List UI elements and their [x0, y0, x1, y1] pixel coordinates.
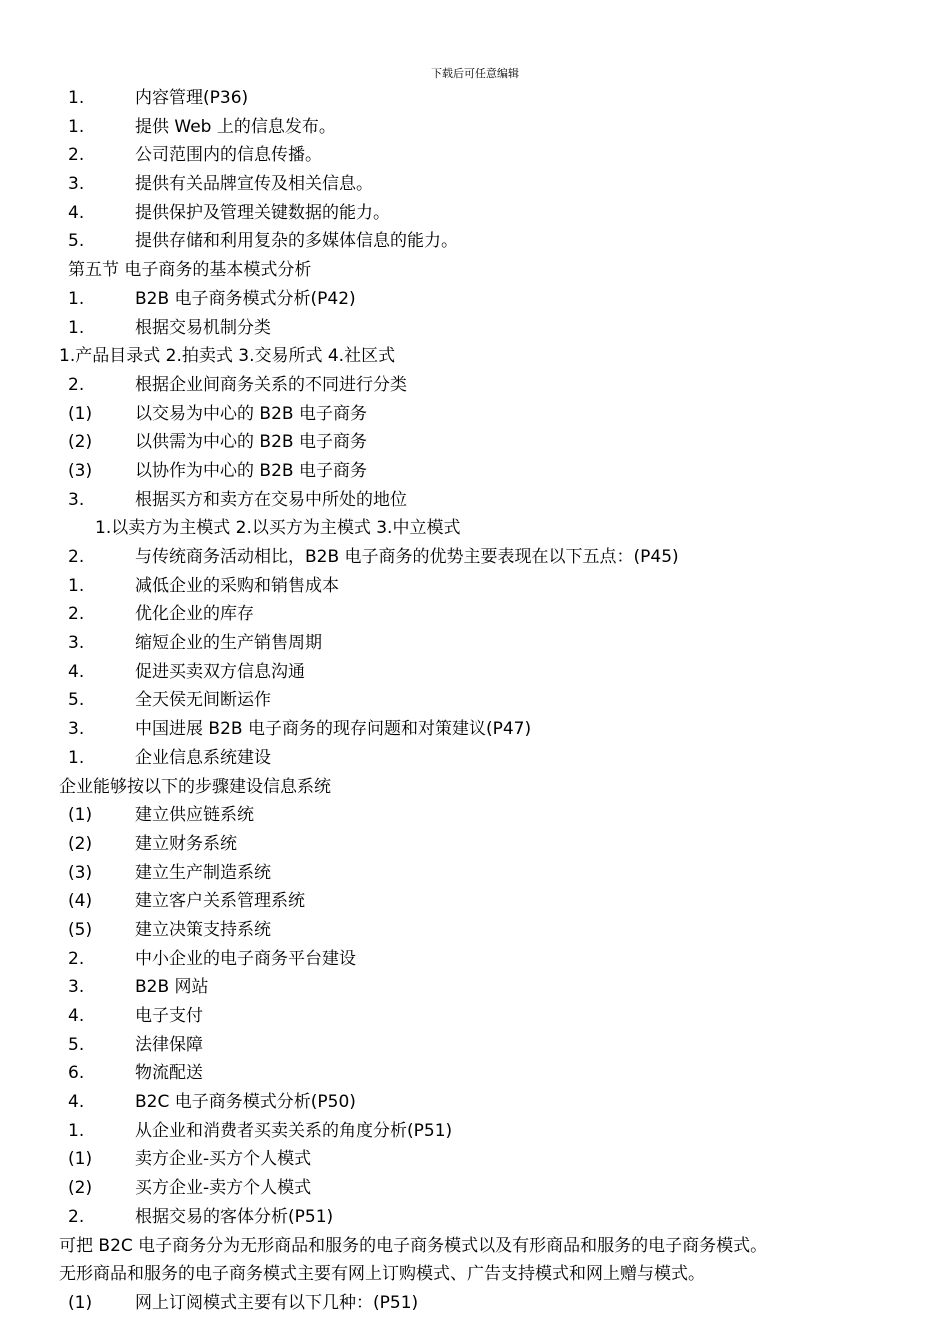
line-text: 以交易为中心的 B2B 电子商务: [135, 403, 367, 424]
line-text: 促进买卖双方信息沟通: [135, 661, 305, 682]
list-number: 1.: [68, 1120, 85, 1141]
line-text: 企业信息系统建设: [135, 747, 271, 768]
list-number: 6.: [68, 1063, 85, 1084]
document-line: [0, 400, 950, 429]
list-number: 1.: [68, 747, 85, 768]
line-text: 根据企业间商务关系的不同进行分类: [135, 374, 407, 395]
list-number: 1.: [68, 317, 85, 338]
list-number: 4.: [68, 661, 85, 682]
line-text: 提供有关品牌宣传及相关信息。: [135, 174, 373, 195]
list-number: (1): [68, 1292, 93, 1313]
line-text: 建立客户关系管理系统: [135, 891, 305, 912]
document-line: [0, 227, 950, 256]
list-number: (2): [68, 432, 93, 453]
document-line: [0, 887, 950, 916]
document-line: [0, 916, 950, 945]
line-text: 1.产品目录式 2.拍卖式 3.交易所式 4.社区式: [59, 346, 396, 367]
document-line: [0, 1031, 950, 1060]
document-line: [0, 773, 950, 802]
document-line: [0, 1088, 950, 1117]
line-text: 建立财务系统: [135, 833, 237, 854]
line-text: 从企业和消费者买卖关系的角度分析(P51): [135, 1120, 453, 1141]
list-number: 2.: [68, 604, 85, 625]
line-text: 建立供应链系统: [135, 805, 254, 826]
document-line: [0, 1174, 950, 1203]
document-line: [0, 314, 950, 343]
line-text: 全天侯无间断运作: [135, 690, 271, 711]
document-line: [0, 973, 950, 1002]
line-text: 中小企业的电子商务平台建设: [135, 948, 356, 969]
document-line: [0, 715, 950, 744]
list-number: 3.: [68, 719, 85, 740]
document-line: [0, 199, 950, 228]
list-number: 5.: [68, 231, 85, 252]
line-text: B2C 电子商务模式分析(P50): [135, 1092, 356, 1113]
list-number: 1.: [68, 575, 85, 596]
document-line: [0, 285, 950, 314]
document-line: [0, 1203, 950, 1232]
document-line: [0, 859, 950, 888]
list-number: 4.: [68, 1006, 85, 1026]
line-text: 根据交易的客体分析(P51): [135, 1206, 334, 1227]
document-line: [0, 600, 950, 629]
line-text: 法律保障: [135, 1034, 203, 1055]
line-text: 缩短企业的生产销售周期: [135, 633, 322, 654]
page-header: 下载后可任意编辑: [431, 67, 519, 80]
line-text: 电子支付: [135, 1006, 203, 1026]
document-line: [0, 486, 950, 515]
document-body: [0, 84, 950, 1318]
line-text: 卖方企业-买方个人模式: [135, 1149, 312, 1170]
document-line: [0, 113, 950, 142]
document-line: [0, 428, 950, 457]
line-text: 优化企业的库存: [135, 604, 254, 625]
list-number: 1.: [68, 88, 85, 108]
document-line: [0, 801, 950, 830]
list-number: (3): [68, 862, 93, 883]
line-text: 网上订阅模式主要有以下几种：(P51): [135, 1292, 419, 1313]
document-line: [0, 342, 950, 371]
document-line: [0, 543, 950, 572]
list-number: 2.: [68, 145, 85, 166]
document-line: [0, 1145, 950, 1174]
list-number: 5.: [68, 690, 85, 711]
list-number: (3): [68, 460, 93, 481]
line-text: 内容管理(P36): [135, 88, 249, 108]
line-text: 公司范围内的信息传播。: [135, 145, 322, 166]
document-line: [0, 744, 950, 773]
line-text: B2B 网站: [135, 977, 209, 998]
line-text: 买方企业-卖方个人模式: [135, 1178, 312, 1199]
list-number: 3.: [68, 174, 85, 195]
list-number: 4.: [68, 1092, 85, 1113]
line-text: 提供保护及管理关键数据的能力。: [135, 202, 390, 223]
line-text: 减低企业的采购和销售成本: [135, 575, 339, 596]
list-number: (1): [68, 403, 93, 424]
line-text: 可把 B2C 电子商务分为无形商品和服务的电子商务模式以及有形商品和服务的电子商务模式。: [59, 1235, 768, 1256]
list-number: 5.: [68, 1034, 85, 1055]
line-text: 建立决策支持系统: [135, 919, 271, 940]
document-line: [0, 371, 950, 400]
line-text: 建立生产制造系统: [135, 862, 271, 883]
list-number: (1): [68, 805, 93, 826]
document-line: [0, 830, 950, 859]
document-line: [0, 629, 950, 658]
list-number: 2.: [68, 948, 85, 969]
list-number: 1.: [68, 116, 85, 137]
list-number: (2): [68, 833, 93, 854]
list-number: (1): [68, 1149, 93, 1170]
document-line: [0, 1232, 950, 1261]
document-line: [0, 686, 950, 715]
line-text: 提供存储和利用复杂的多媒体信息的能力。: [135, 231, 458, 252]
line-text: 1.以卖方为主模式 2.以买方为主模式 3.中立模式: [95, 518, 461, 539]
list-number: 3.: [68, 977, 85, 998]
line-text: 与传统商务活动相比，B2B 电子商务的优势主要表现在以下五点：(P45): [135, 547, 679, 567]
document-line: [0, 1002, 950, 1031]
document-line: [0, 170, 950, 199]
list-number: 3.: [68, 489, 85, 510]
line-text: 中国进展 B2B 电子商务的现存问题和对策建议(P47): [135, 719, 532, 740]
line-text: B2B 电子商务模式分析(P42): [135, 288, 356, 309]
line-text: 物流配送: [135, 1063, 203, 1084]
line-text: 无形商品和服务的电子商务模式主要有网上订购模式、广告支持模式和网上赠与模式。: [59, 1264, 705, 1285]
list-number: (4): [68, 891, 93, 912]
document-line: [0, 256, 950, 285]
document-line: [0, 84, 950, 113]
list-number: (2): [68, 1178, 93, 1199]
list-number: 4.: [68, 202, 85, 223]
line-text: 企业能够按以下的步骤建设信息系统: [59, 776, 331, 797]
line-text: 第五节 电子商务的基本模式分析: [68, 260, 312, 281]
line-text: 根据买方和卖方在交易中所处的地位: [135, 489, 407, 510]
list-number: 2.: [68, 374, 85, 395]
document-line: [0, 141, 950, 170]
list-number: 1.: [68, 288, 85, 309]
line-text: 以协作为中心的 B2B 电子商务: [135, 460, 367, 481]
list-number: 3.: [68, 633, 85, 654]
document-line: [0, 1260, 950, 1289]
document-line: [0, 658, 950, 687]
line-text: 以供需为中心的 B2B 电子商务: [135, 432, 367, 453]
line-text: 提供 Web 上的信息发布。: [135, 116, 336, 137]
document-line: [0, 1289, 950, 1318]
document-line: [0, 1059, 950, 1088]
list-number: 2.: [68, 547, 85, 567]
line-text: 根据交易机制分类: [135, 317, 271, 338]
document-line: [0, 457, 950, 486]
document-line: [0, 572, 950, 601]
document-line: [0, 514, 950, 543]
document-line: [0, 1117, 950, 1146]
list-number: 2.: [68, 1206, 85, 1227]
list-number: (5): [68, 919, 93, 940]
document-line: [0, 945, 950, 974]
